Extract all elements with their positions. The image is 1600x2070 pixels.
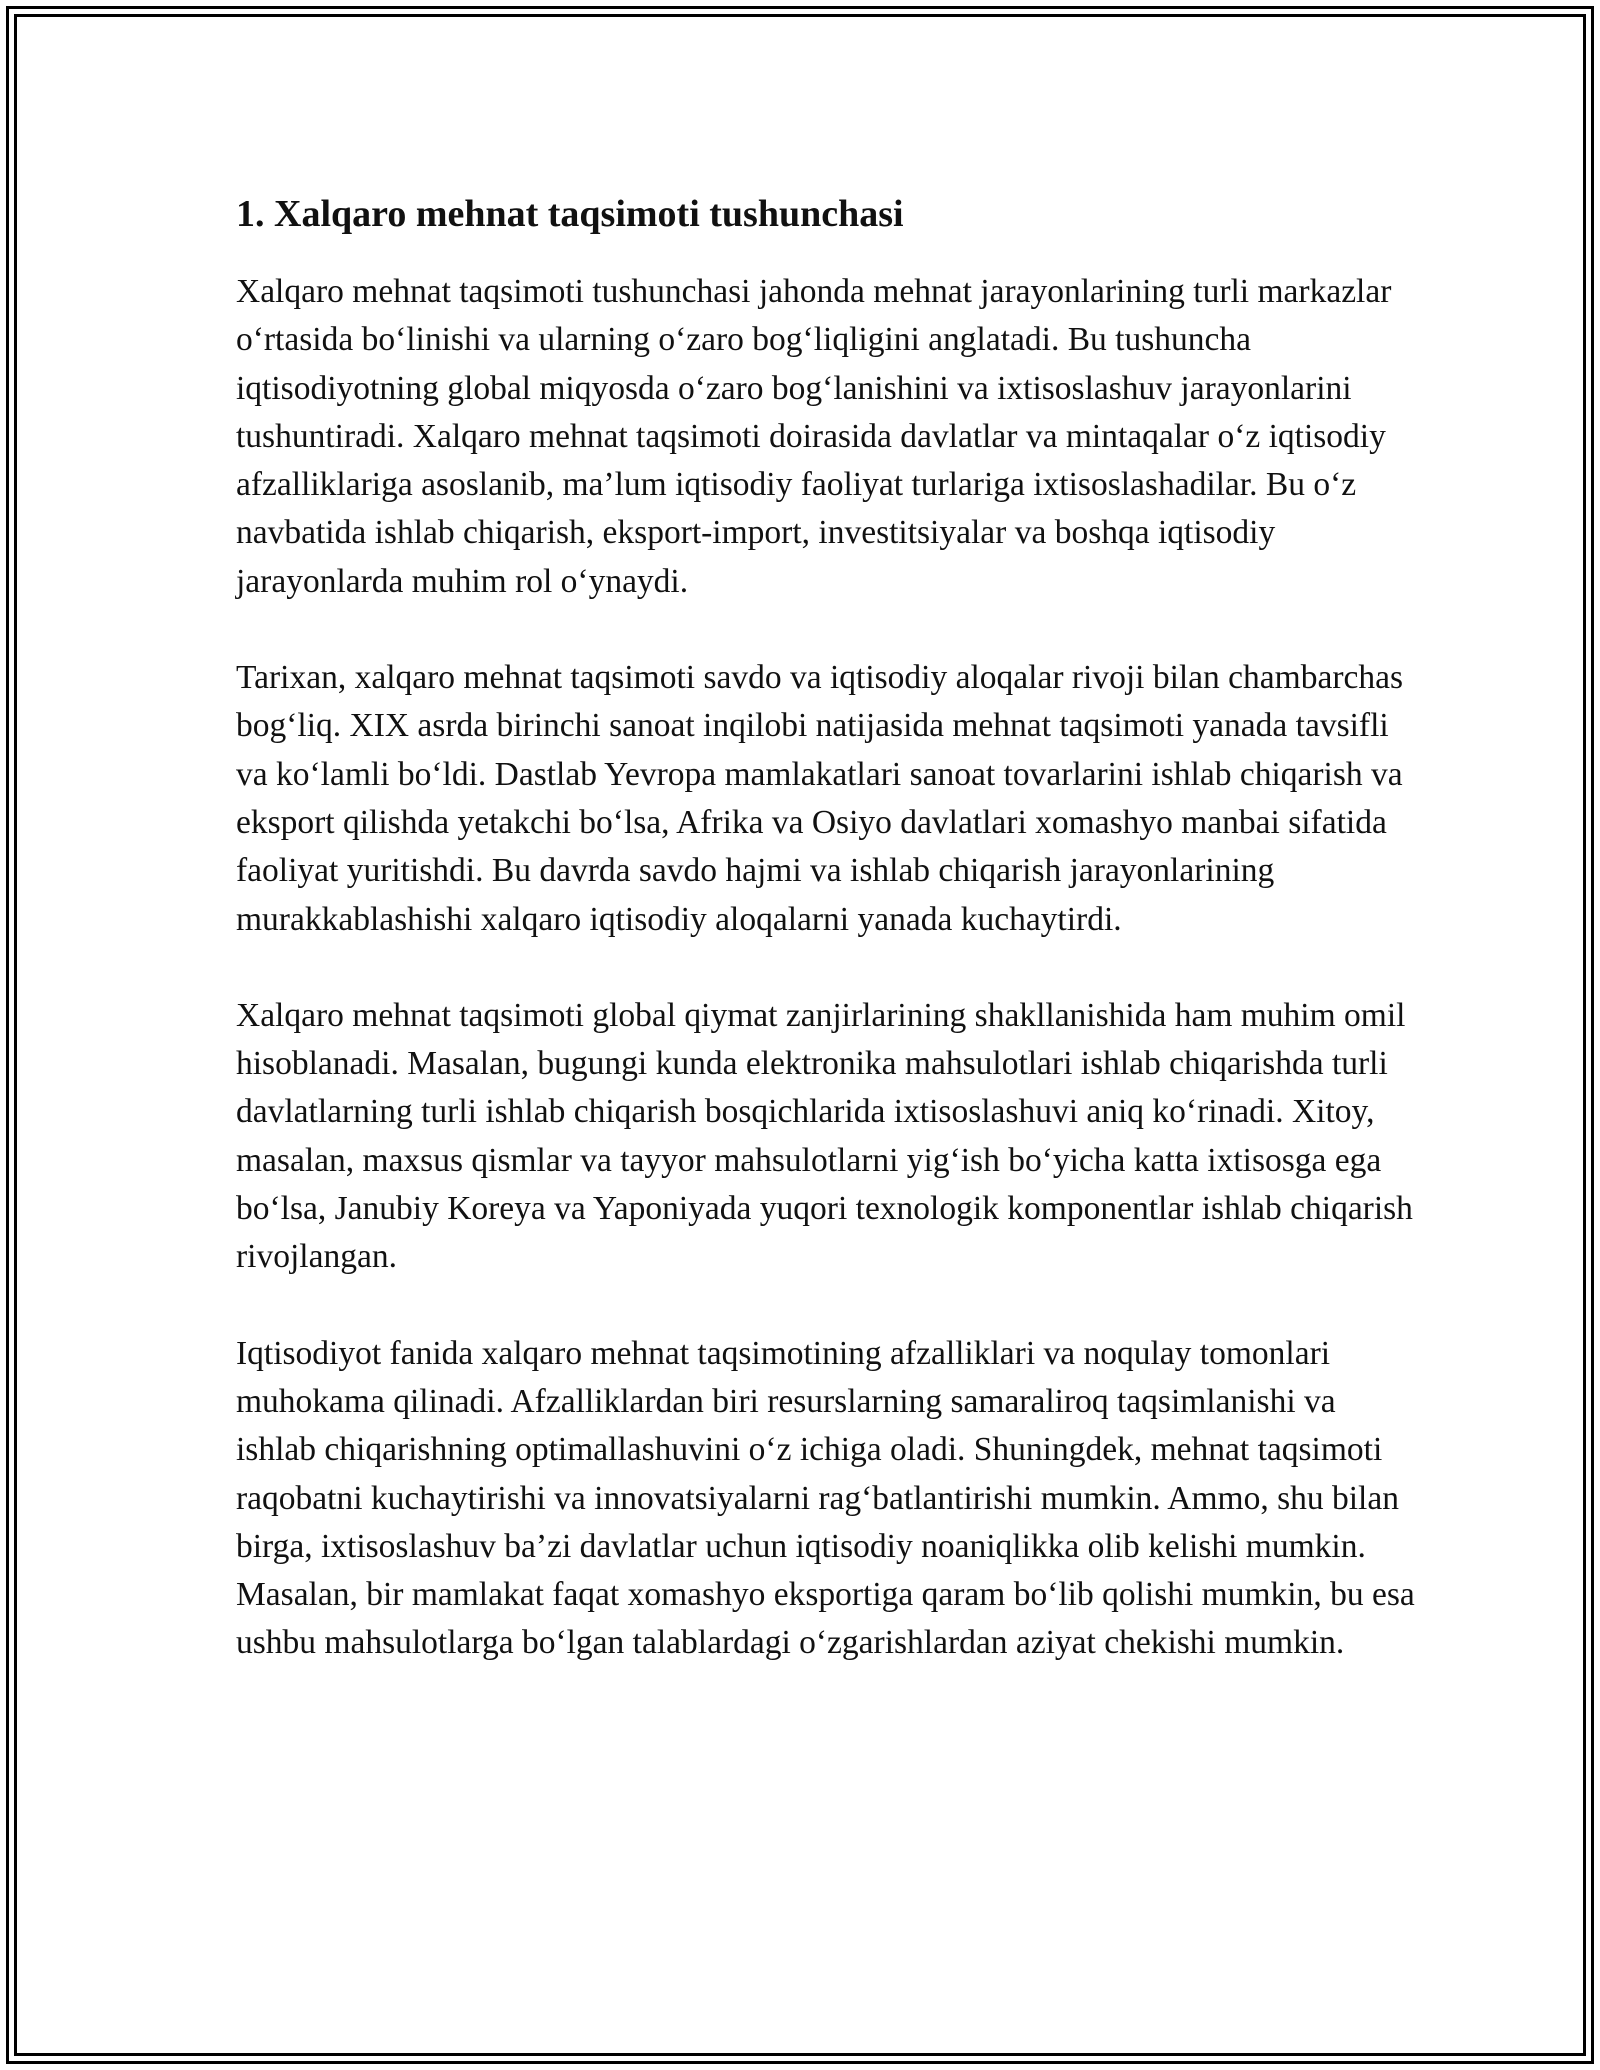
paragraph-value-chains: Xalqaro mehnat taqsimoti global qiymat zanjirlarining shakllanishida ham muhim omil hisoblanadi. Masalan, bugungi kunda elektronika mahsulotlari ishlab chiqarishda turli davlatlarning turli ishlab chiqarish bosqichlarida ixtisoslashuvi aniq ko‘rinadi. Xitoy, masalan, maxsus qismlar va tayyor mahsulotlarni yig‘ish bo‘yicha katta ixtisosga ega bo‘lsa, Janubiy Koreya va Yaponiyada yuqori texnologik komponentlar ishlab chiqarish rivojlangan. <box>236 996 1413 1276</box>
paragraph-history: Tarixan, xalqaro mehnat taqsimoti savdo va iqtisodiy aloqalar rivoji bilan chambarchas bog‘liq. XIX asrda birinchi sanoat inqilobi natijasida mehnat taqsimoti yanada tavsifli va ko‘lamli bo‘ldi. Dastlab Yevropa mamlakatlari sanoat tovarlarini ishlab chiqarish va eksport qilishda yetakchi bo‘lsa, Afrika va Osiyo davlatlari xomashyo manbai sifatida faoliyat yuritishdi. Bu davrda savdo hajmi va ishlab chiqarish jarayonlarining murakkablashishi xalqaro iqtisodiy aloqalarni yanada kuchaytirdi. <box>236 659 1404 938</box>
paragraph-definition: Xalqaro mehnat taqsimoti tushunchasi jahonda mehnat jarayonlarining turli markazlar o‘rtasida bo‘linishi va ularning o‘zaro bog‘liqligini anglatadi. Bu tushuncha iqtisodiyotning global miqyosda o‘zaro bog‘lanishini va ixtisoslashuv jarayonlarini tushuntiradi. Xalqaro mehnat taqsimoti doirasida davlatlar va mintaqalar o‘z iqtisodiy afzalliklariga asoslanib, ma’lum iqtisodiy faoliyat turlariga ixtisoslashadilar. Bu o‘z navbatida ishlab chiqarish, eksport-import, investitsiyalar va boshqa iqtisodiy jarayonlarda muhim rol o‘ynaydi. <box>236 273 1392 600</box>
paragraph-pros-cons: Iqtisodiyot fanida xalqaro mehnat taqsimotining afzalliklari va noqulay tomonlari muhokama qilinadi. Afzalliklardan biri resurslarning samaraliroq taqsimlanishi va ishlab chiqarishning optimallashuvini o‘z ichiga oladi. Shuningdek, mehnat taqsimoti raqobatni kuchaytirishi va innovatsiyalarni rag‘batlantirishi mumkin. Ammo, shu bilan birga, ixtisoslashuv ba’zi davlatlar uchun iqtisodiy noaniqlikka olib kelishi mumkin. Masalan, bir mamlakat faqat xomashyo eksportiga qaram bo‘lib qolishi mumkin, bu esa ushbu mahsulotlarga bo‘lgan talablardagi o‘zgarishlardan aziyat chekishi mumkin. <box>236 1334 1415 1662</box>
document-body <box>236 186 1416 1716</box>
section-heading: 1. Xalqaro mehnat taqsimoti tushunchasi <box>236 193 904 235</box>
